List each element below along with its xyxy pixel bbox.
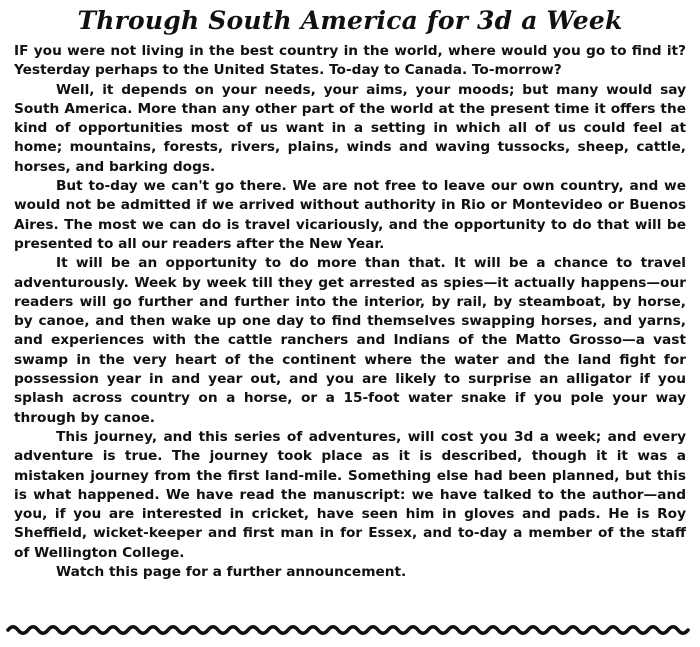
- paragraph: Watch this page for a further announcement.: [56, 564, 407, 581]
- paragraph: Well, it depends on your needs, your aims, your moods; but many would say South America. More than any other part of the world at the present time it offers the kind of opportunities most of us want in a setting in which all of us could feel at home; mountains, forests, rivers, plains, winds and waving tussocks, sheep, cattle, horses, and barking dogs.: [14, 81, 686, 175]
- article-body: [14, 42, 686, 582]
- paragraph: It will be an opportunity to do more than that. It will be a chance to travel adventurously. Week by week till they get arrested as spies—it actually happens—our readers will go further and further into the interior, by rail, by steamboat, by horse, by canoe, and then wake up one day to find themselves swapping horses, and yarns, and experiences with the cattle ranchers and Indians of the Matto Grosso—a vast swamp in the very heart of the continent where the water and the land fight for possession year in and year out, and you are likely to surprise an alligator if you splash across country on a horse, or a 15-foot water snake if you pole your way through by canoe.: [14, 255, 686, 426]
- paragraph: This journey, and this series of adventures, will cost you 3d a week; and every adventure is true. The journey took place as it is described, though it it was a mistaken journey from the first land-mile. Something else had been planned, but this is what happened. We have read the manuscript: we have talked to the author—and you, if you are interested in cricket, have seen him in gloves and pads. He is Roy Sheffield, wicket-keeper and first man in for Essex, and to-day a member of the staff of Wellington College.: [14, 428, 686, 561]
- wavy-rule-divider: [6, 623, 694, 637]
- paragraph: IF you were not living in the best country in the world, where would you go to find it? Yesterday perhaps to the United States. To-day to Canada. To-morrow?: [14, 43, 686, 79]
- paragraph: But to-day we can't go there. We are not free to leave our own country, and we would not be admitted if we arrived without authority in Rio or Montevideo or Buenos Aires. The most we can do is travel vicariously, and the opportunity to do that will be presented to all our readers after the New Year.: [14, 178, 686, 252]
- headline: Through South America for 3d a Week: [77, 6, 623, 35]
